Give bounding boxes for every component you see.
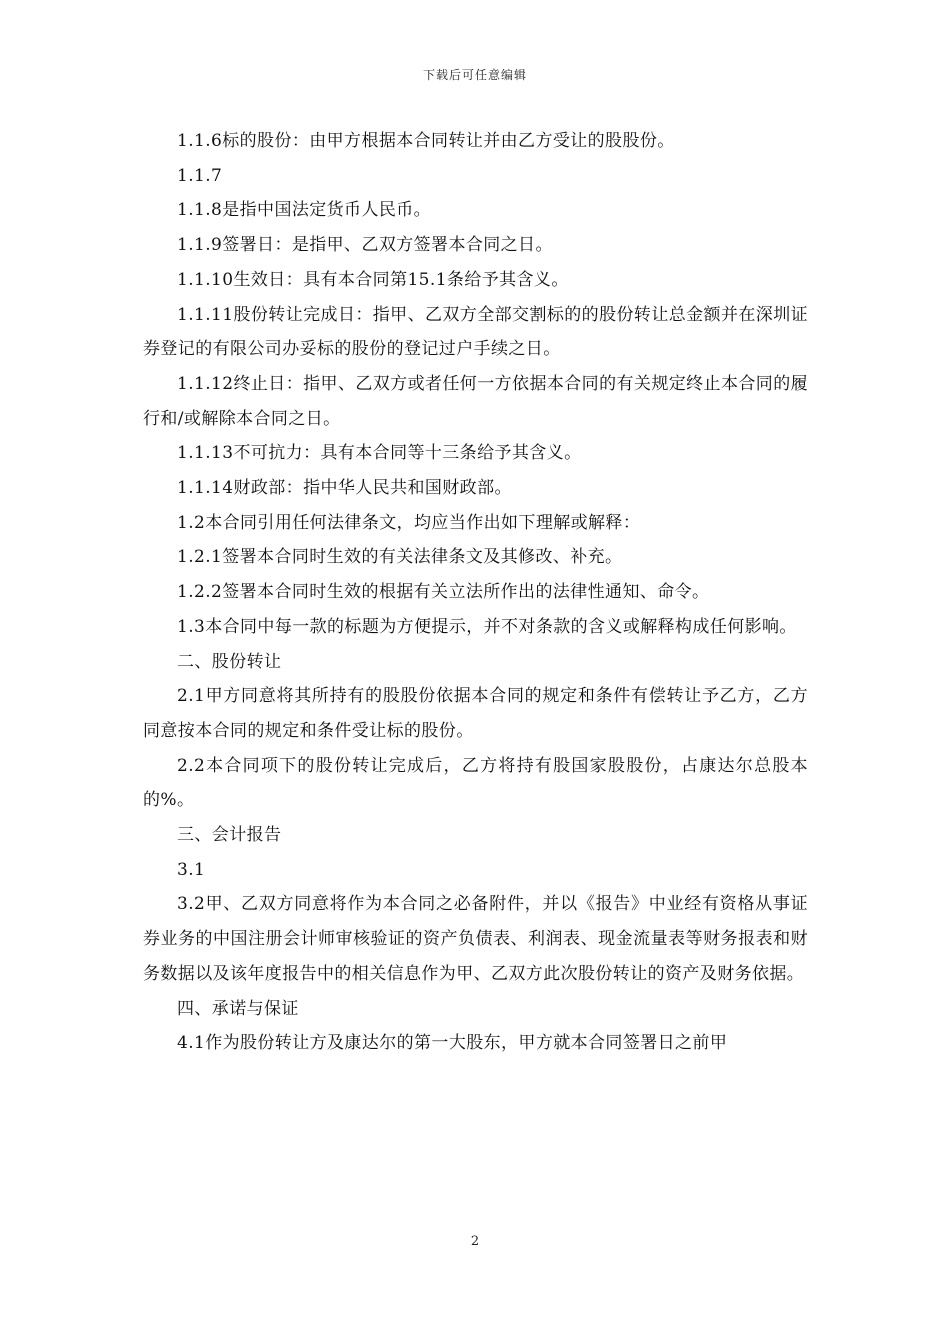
section-heading-3: 三、会计报告 (177, 825, 282, 846)
paragraph-2-1: 2.1甲方同意将其所持有的股股份依据本合同的规定和条件有偿转让予乙方，乙方同意按本合同的规定和条件受让标的股份。 (143, 686, 808, 741)
paragraph-1-1-12: 1.1.12终止日：指甲、乙双方或者任何一方依据本合同的有关规定终止本合同的履行和/或解除本合同之日。 (143, 373, 808, 429)
paragraph-2-2: 2.2本合同项下的股份转让完成后，乙方将持有股国家股股份，占康达尔总股本的%。 (143, 755, 808, 811)
section-heading-4: 四、承诺与保证 (177, 998, 299, 1019)
paragraph-1-3: 1.3本合同中每一款的标题为方便提示，并不对条款的含义或解释构成任何影响。 (177, 616, 797, 637)
paragraph-1-1-6: 1.1.6标的股份：由甲方根据本合同转让并由乙方受让的股股份。 (177, 131, 675, 151)
paragraph-1-1-10: 1.1.10生效日：具有本合同第15.1条给予其含义。 (177, 269, 569, 290)
page-number: 2 (470, 1234, 480, 1249)
document-body (143, 124, 808, 1061)
paragraph-1-2: 1.2本合同引用任何法律条文，均应当作出如下理解或解释： (177, 512, 641, 533)
paragraph-3-1: 3.1 (177, 859, 206, 880)
paragraph-1-1-7: 1.1.7 (177, 165, 223, 186)
paragraph-1-1-14: 1.1.14财政部：指中华人民共和国财政部。 (177, 478, 512, 499)
paragraph-1-1-11: 1.1.11股份转让完成日：指甲、乙双方全部交割标的的股份转让总金额并在深圳证券登记的有限公司办妥标的股份的登记过户手续之日。 (143, 304, 808, 360)
paragraph-1-1-13: 1.1.13不可抗力：具有本合同等十三条给予其含义。 (177, 443, 582, 464)
paragraph-4-1: 4.1作为股份转让方及康达尔的第一大股东，甲方就本合同签署日之前甲 (177, 1033, 728, 1054)
paragraph-1-1-9: 1.1.9签署日：是指甲、乙双方签署本合同之日。 (177, 235, 553, 256)
paragraph-1-2-2: 1.2.2签署本合同时生效的根据有关立法所作出的法律性通知、命令。 (177, 582, 710, 603)
paragraph-1-1-8: 1.1.8是指中国法定货币人民币。 (177, 200, 432, 221)
page-header: 下载后可任意编辑 (422, 68, 527, 82)
paragraph-1-2-1: 1.2.1签署本合同时生效的有关法律条文及其修改、补充。 (177, 547, 623, 568)
paragraph-3-2: 3.2甲、乙双方同意将作为本合同之必备附件，并以《报告》中业经有资格从事证券业务的中国注册会计师审核验证的资产负债表、利润表、现金流量表等财务报表和财务数据以及该年度报告中的相关信息作为甲、乙双方此次股份转让的资产及财务依据。 (143, 894, 808, 984)
section-heading-2: 二、股份转让 (177, 651, 282, 672)
